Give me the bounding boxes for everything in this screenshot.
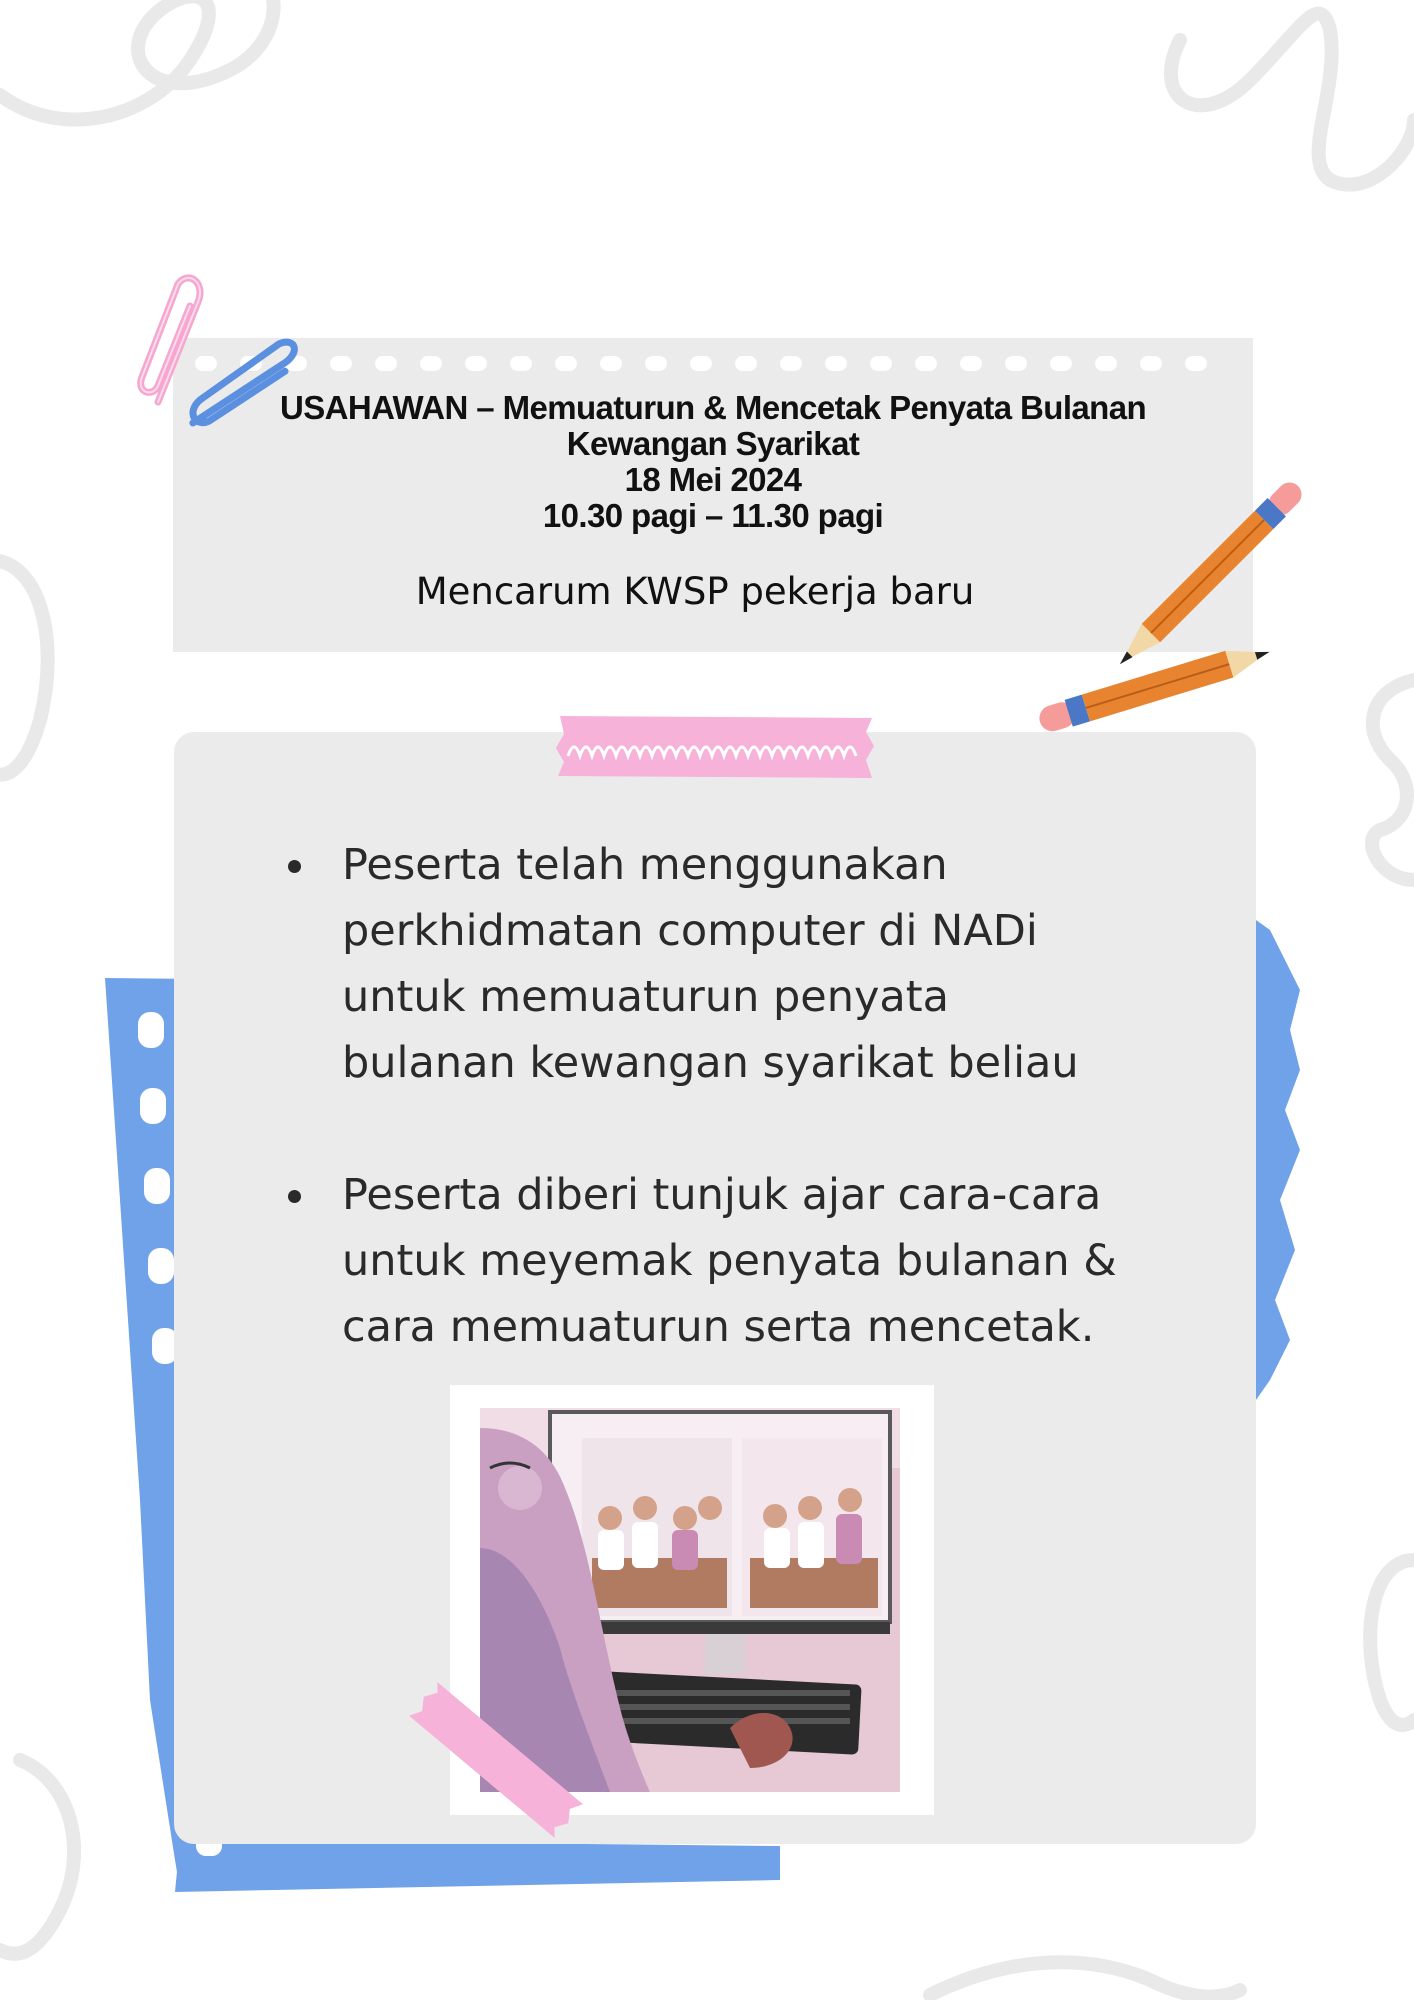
list-item: Peserta telah menggunakan perkhidmatan computer di NADi untuk memuaturun penyata bulanan kewangan syarikat beliau — [284, 832, 1184, 1096]
bullet-dot — [288, 1190, 301, 1203]
event-date: 18 Mei 2024 — [624, 461, 802, 498]
event-title-line2: Kewangan Syarikat — [566, 425, 860, 462]
list-item: Peserta diberi tunjuk ajar cara-cara untuk meyemak penyata bulanan & cara memuaturun serta mencetak. — [284, 1162, 1184, 1360]
washi-tape — [396, 1660, 596, 1860]
event-title: USAHAWAN – Memuaturun & Mencetak Penyata Bulanan — [279, 389, 1147, 426]
bullet-list — [284, 832, 1184, 1426]
event-subtitle: Mencarum KWSP pekerja baru — [415, 570, 975, 613]
bullet-dot — [288, 860, 301, 873]
washi-tape — [556, 712, 876, 782]
event-time: 10.30 pagi – 11.30 pagi — [542, 497, 884, 534]
